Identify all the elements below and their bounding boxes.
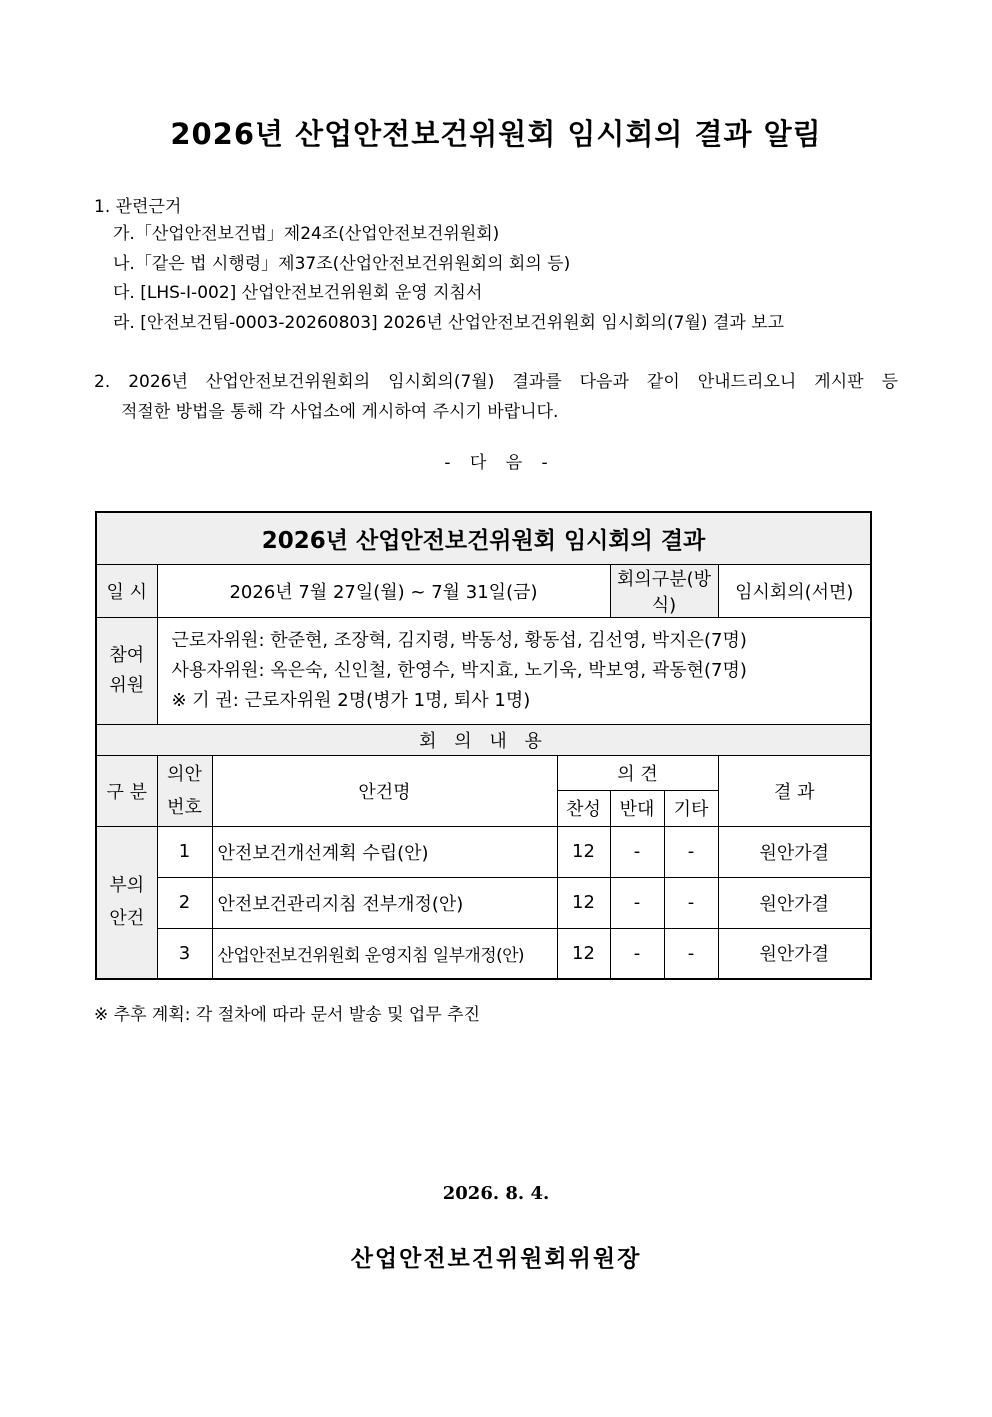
issue-date: 2026. 8. 4. [442, 1183, 550, 1204]
date-value: 2026년 7월 27일(월) ~ 7월 31일(금) [157, 564, 610, 617]
participants-employers: 사용자위원: 옥은숙, 신인철, 한영수, 박지효, 노기욱, 박보영, 곽동현(7명) [171, 659, 747, 681]
agenda-name: 안전보건개선계획 수립(안) [212, 826, 557, 877]
reference-item: 라. [안전보건팀-0003-20260803] 2026년 산업안전보건위원회 임시회의(7월) 결과 보고 [113, 312, 785, 333]
vote-against: - [610, 928, 664, 979]
category-header: 구 분 [96, 755, 157, 826]
other-header: 기타 [664, 790, 718, 826]
agenda-name: 안전보건관리지침 전부개정(안) [212, 877, 557, 928]
reference-item: 가.「산업안전보건법」제24조(산업안전보건위원회) [113, 224, 500, 244]
participants-label: 참여 위원 [96, 617, 157, 724]
section2-paragraph [94, 367, 898, 427]
reference-item: 나.「같은 법 시행령」제37조(산업안전보건위원회의 회의 등) [113, 253, 571, 274]
vote-for: 12 [557, 877, 610, 928]
agenda-result: 원안가결 [718, 877, 871, 928]
vote-for: 12 [557, 826, 610, 877]
document-title: 2026년 산업안전보건위원회 임시회의 결과 알림 [170, 117, 822, 151]
table-row [96, 928, 871, 979]
reference-item: 다. [LHS-I-002] 산업안전보건위원회 운영 지침서 [113, 283, 483, 303]
agenda-name-header: 안건명 [212, 755, 557, 826]
participants-abstain: ※ 기 권: 근로자위원 2명(병가 1명, 퇴사 1명) [171, 689, 531, 711]
result-table [95, 511, 872, 980]
vote-other: - [664, 826, 718, 877]
table-title: 2026년 산업안전보건위원회 임시회의 결과 [96, 512, 871, 564]
table-row [96, 826, 871, 877]
agenda-number: 1 [157, 826, 212, 877]
section2-line1: 2. 2026년 산업안전보건위원회의 임시회의(7월) 결과를 다음과 같이 안내드리오니 게시판 등 [94, 372, 898, 392]
agenda-result: 원안가결 [718, 928, 871, 979]
vote-for: 12 [557, 928, 610, 979]
table-row [96, 877, 871, 928]
result-header: 결 과 [718, 755, 871, 826]
vote-other: - [664, 928, 718, 979]
vote-against: - [610, 877, 664, 928]
agenda-number: 3 [157, 928, 212, 979]
meeting-type-label: 회의구분(방식) [610, 564, 718, 617]
for-header: 찬성 [557, 790, 610, 826]
date-label: 일 시 [96, 564, 157, 617]
signer-title: 산업안전보건위원회위원장 [350, 1245, 642, 1272]
vote-against: - [610, 826, 664, 877]
agenda-name: 산업안전보건위원회 운영지침 일부개정(안) [212, 928, 557, 979]
category-value: 부의 안건 [96, 826, 157, 979]
agenda-number: 2 [157, 877, 212, 928]
meeting-content-label: 회 의 내 용 [96, 724, 871, 755]
reference-list [113, 220, 784, 338]
section2-line2: 적절한 방법을 통해 각 사업소에 게시하여 주시기 바랍니다. [121, 402, 559, 422]
section1-heading: 1. 관련근거 [94, 197, 182, 217]
vote-other: - [664, 877, 718, 928]
agenda-result: 원안가결 [718, 826, 871, 877]
follow-up-note: ※ 추후 계획: 각 절차에 따라 문서 발송 및 업무 추진 [94, 1005, 481, 1025]
participants-workers: 근로자위원: 한준현, 조장혁, 김지령, 박동성, 황동섭, 김선영, 박지은(7명) [171, 629, 747, 651]
separator-text: - 다 음 - [444, 453, 548, 473]
meeting-type-value: 임시회의(서면) [718, 564, 871, 617]
against-header: 반대 [610, 790, 664, 826]
participants-list [157, 617, 871, 724]
opinion-header: 의 견 [557, 755, 718, 790]
agenda-number-header: 의안 번호 [157, 755, 212, 826]
